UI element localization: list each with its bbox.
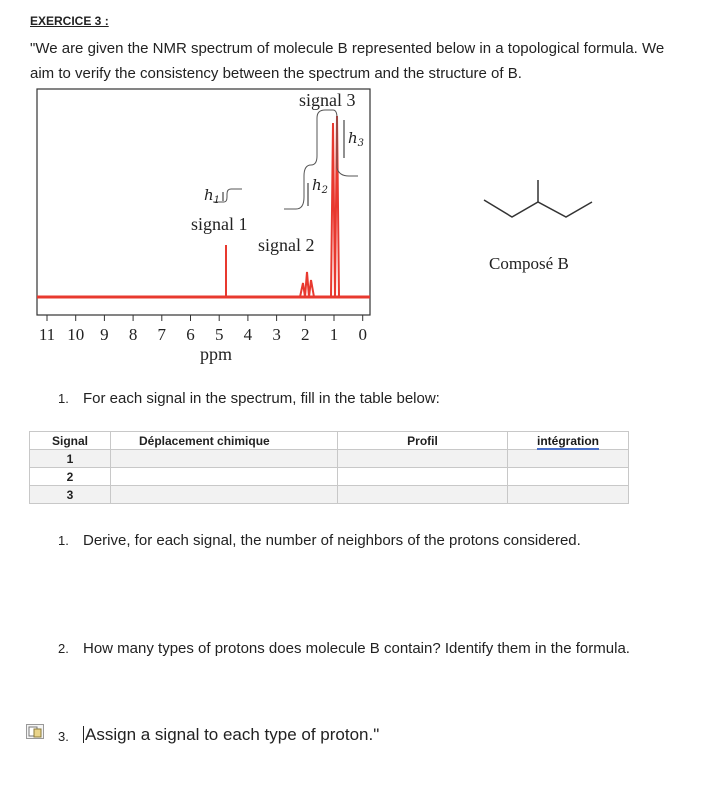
signal-number: 2 [30, 468, 111, 486]
molecule-b-structure [478, 180, 618, 280]
profile-cell[interactable] [338, 450, 508, 468]
axis-tick-label: 3 [272, 325, 281, 344]
chemical-shift-cell[interactable] [111, 450, 338, 468]
axis-tick-label: 0 [358, 325, 367, 344]
integration-cell[interactable] [508, 450, 629, 468]
chemical-shift-cell[interactable] [111, 486, 338, 504]
axis-tick-label: 8 [128, 325, 138, 344]
header-integration: intégration [508, 432, 629, 450]
signal-1-label: signal 1 [191, 214, 248, 234]
table-row [30, 486, 629, 504]
h2-label: $h_2$ [312, 176, 329, 196]
exercise-intro: "We are given the NMR spectrum of molecule B represented below in a topological formula. We aim to verify the consistency between the spectrum and the structure of B. [30, 40, 665, 82]
ppm-unit-label: ppm [200, 344, 233, 364]
exercise-heading: EXERCICE 3 : [30, 14, 109, 28]
table-row [30, 468, 629, 486]
axis-tick-label: 2 [301, 325, 310, 344]
axis-tick-label: 5 [214, 325, 224, 344]
nmr-spectrum [28, 88, 373, 368]
h1-label: $h_1$ [204, 186, 221, 206]
signal-table [29, 431, 629, 504]
molecule-label: Composé B [489, 254, 569, 273]
h3-label: $h_3$ [348, 129, 365, 149]
axis-tick-label: 4 [243, 325, 253, 344]
axis-tick-label: 6 [186, 325, 195, 344]
text-cursor [83, 726, 84, 743]
profile-cell[interactable] [338, 486, 508, 504]
axis-tick-label: 11 [38, 325, 56, 344]
integration-cell[interactable] [508, 486, 629, 504]
header-chemical-shift: Déplacement chimique [111, 432, 338, 450]
signal-number: 1 [30, 450, 111, 468]
paste-options-icon[interactable] [26, 724, 44, 739]
signal-number: 3 [30, 486, 111, 504]
header-profile: Profil [338, 432, 508, 450]
axis-tick-label: 1 [329, 325, 339, 344]
ppm-axis [39, 315, 367, 344]
profile-cell[interactable] [338, 468, 508, 486]
signal-3-label: signal 3 [299, 90, 356, 110]
signal-2-label: signal 2 [258, 235, 315, 255]
chemical-shift-cell[interactable] [111, 468, 338, 486]
axis-tick-label: 10 [67, 325, 85, 344]
axis-tick-label: 7 [157, 325, 167, 344]
axis-tick-label: 9 [100, 325, 109, 344]
integration-cell[interactable] [508, 468, 629, 486]
header-signal: Signal [30, 432, 111, 450]
table-row [30, 450, 629, 468]
